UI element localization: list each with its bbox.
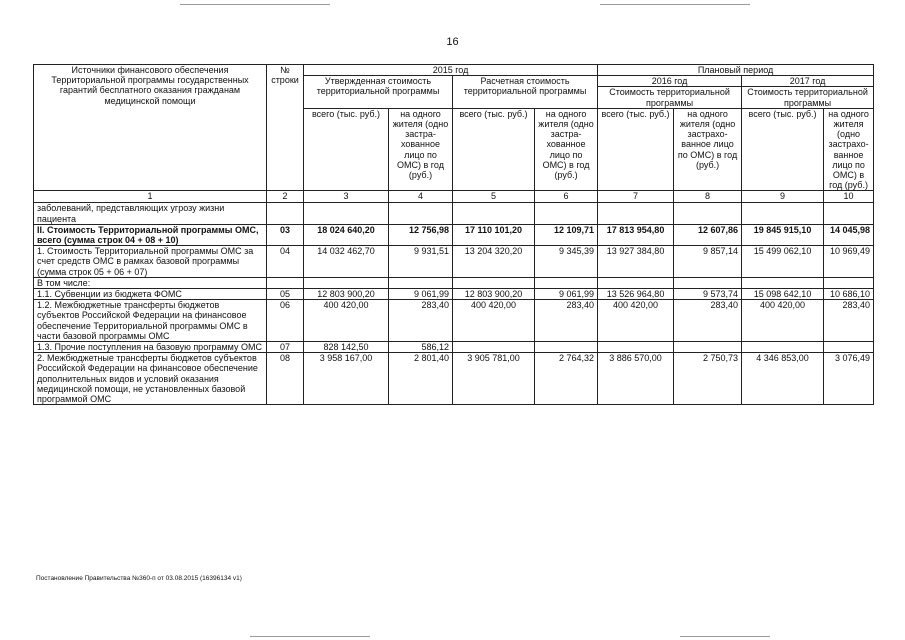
total-value-cell: 15 098 642,10: [742, 289, 824, 300]
total-value-cell: [453, 203, 535, 224]
total-value-cell: 13 526 964,80: [598, 289, 674, 300]
per-resident-value-cell: 2 750,73: [674, 353, 742, 405]
total-header: всего (тыс. руб.): [742, 108, 824, 191]
per-resident-value-cell: [824, 203, 874, 224]
year-2015-header: 2015 год: [304, 65, 598, 76]
table-row: [34, 300, 874, 342]
total-value-cell: 828 142,50: [304, 342, 389, 353]
col-number: 10: [824, 191, 874, 203]
total-value-cell: [453, 277, 535, 288]
per-resident-value-cell: 283,40: [674, 300, 742, 342]
per-resident-value-cell: 9 573,74: [674, 289, 742, 300]
per-resident-value-cell: 12 109,71: [535, 224, 598, 245]
total-value-cell: 400 420,00: [742, 300, 824, 342]
row-code: 05: [267, 289, 304, 300]
bottom-rule-left: [250, 636, 370, 637]
row-num-header: № строки: [267, 65, 304, 191]
per-resident-value-cell: 14 045,98: [824, 224, 874, 245]
financing-table: [33, 64, 874, 405]
per-resident-value-cell: [674, 203, 742, 224]
col-number: 5: [453, 191, 535, 203]
per-resident-value-cell: [824, 342, 874, 353]
row-code: 04: [267, 246, 304, 278]
cost-2017-header: Стоимость территориальной программы: [742, 87, 874, 108]
total-header: всего (тыс. руб.): [598, 108, 674, 191]
per-resident-value-cell: 283,40: [824, 300, 874, 342]
col-number: 2: [267, 191, 304, 203]
document-footer: Постановление Правительства №360-п от 03.08.2015 (16396134 v1): [36, 575, 242, 582]
total-value-cell: 400 420,00: [598, 300, 674, 342]
per-resident-value-cell: 9 061,99: [535, 289, 598, 300]
total-value-cell: [304, 203, 389, 224]
row-label: 1. Стоимость Территориальной программы ОМС за счет средств ОМС в рамках базовой программы (сумма строк 05 + 06 + 07): [34, 246, 267, 278]
year-2017-header: 2017 год: [742, 76, 874, 87]
total-header: всего (тыс. руб.): [304, 108, 389, 191]
row-label: 1.2. Межбюджетные трансферты бюджетов субъектов Российской Федерации на финансовое обеспечение Территориальной программы ОМС в части базовой программы ОМС: [34, 300, 267, 342]
row-code: 03: [267, 224, 304, 245]
total-value-cell: 3 905 781,00: [453, 353, 535, 405]
per-resident-value-cell: 12 607,86: [674, 224, 742, 245]
total-value-cell: 17 813 954,80: [598, 224, 674, 245]
table-row: [34, 224, 874, 245]
per-resident-value-cell: [535, 277, 598, 288]
per-resident-header: на одного жителя (одно застра-хованное лицо по ОМС) в год (руб.): [389, 108, 453, 191]
total-value-cell: [742, 203, 824, 224]
row-label: В том числе:: [34, 277, 267, 288]
col-number: 4: [389, 191, 453, 203]
per-resident-header: на одного жителя (одно застрахо-ванное лицо по ОМС) в год (руб.): [824, 108, 874, 191]
col-number: 9: [742, 191, 824, 203]
col-number: 1: [34, 191, 267, 203]
total-value-cell: 12 803 900,20: [304, 289, 389, 300]
per-resident-value-cell: 3 076,49: [824, 353, 874, 405]
per-resident-value-cell: 9 857,14: [674, 246, 742, 278]
top-rule-left: [180, 4, 330, 5]
per-resident-value-cell: [535, 342, 598, 353]
table-row: [34, 246, 874, 278]
per-resident-value-cell: 2 801,40: [389, 353, 453, 405]
table-row: [34, 203, 874, 224]
total-value-cell: 13 927 384,80: [598, 246, 674, 278]
total-value-cell: [598, 277, 674, 288]
per-resident-value-cell: 12 756,98: [389, 224, 453, 245]
per-resident-value-cell: [389, 203, 453, 224]
per-resident-value-cell: 283,40: [535, 300, 598, 342]
per-resident-value-cell: [674, 277, 742, 288]
row-label: 2. Межбюджетные трансферты бюджетов субъектов Российской Федерации на финансовое обеспечение дополнительных видов и условий оказания медицинской помощи, не установленных базовой программой ОМС: [34, 353, 267, 405]
per-resident-value-cell: 9 061,99: [389, 289, 453, 300]
year-2016-header: 2016 год: [598, 76, 742, 87]
total-value-cell: 400 420,00: [304, 300, 389, 342]
plan-period-header: Плановый период: [598, 65, 874, 76]
row-label: 1.3. Прочие поступления на базовую программу ОМС: [34, 342, 267, 353]
total-value-cell: [742, 342, 824, 353]
total-value-cell: 19 845 915,10: [742, 224, 824, 245]
total-value-cell: [598, 342, 674, 353]
table-row: [34, 353, 874, 405]
per-resident-value-cell: [824, 277, 874, 288]
per-resident-value-cell: [535, 203, 598, 224]
per-resident-header: на одного жителя (одно застра-хованное лицо по ОМС) в год (руб.): [535, 108, 598, 191]
top-rule-right: [600, 4, 750, 5]
per-resident-value-cell: 10 969,49: [824, 246, 874, 278]
table-row: [34, 289, 874, 300]
total-value-cell: 15 499 062,10: [742, 246, 824, 278]
row-code: 08: [267, 353, 304, 405]
total-header: всего (тыс. руб.): [453, 108, 535, 191]
total-value-cell: [598, 203, 674, 224]
per-resident-value-cell: 10 686,10: [824, 289, 874, 300]
bottom-rule-right: [680, 636, 770, 637]
total-value-cell: 12 803 900,20: [453, 289, 535, 300]
total-value-cell: 400 420,00: [453, 300, 535, 342]
table-row: [34, 342, 874, 353]
per-resident-header: на одного жителя (одно застрахо-ванное лицо по ОМС) в год (руб.): [674, 108, 742, 191]
col-number: 6: [535, 191, 598, 203]
total-value-cell: 18 024 640,20: [304, 224, 389, 245]
row-label: II. Стоимость Территориальной программы ОМС, всего (сумма строк 04 + 08 + 10): [34, 224, 267, 245]
row-code: 06: [267, 300, 304, 342]
table-row: [34, 277, 874, 288]
per-resident-value-cell: [389, 277, 453, 288]
total-value-cell: 17 110 101,20: [453, 224, 535, 245]
row-label: заболеваний, представляющих угрозу жизни пациента: [34, 203, 267, 224]
per-resident-value-cell: 2 764,32: [535, 353, 598, 405]
per-resident-value-cell: 9 345,39: [535, 246, 598, 278]
per-resident-value-cell: 283,40: [389, 300, 453, 342]
calculated-cost-header: Расчетная стоимость территориальной программы: [453, 76, 598, 109]
total-value-cell: 3 958 167,00: [304, 353, 389, 405]
row-code: [267, 277, 304, 288]
col-number: 3: [304, 191, 389, 203]
total-value-cell: 4 346 853,00: [742, 353, 824, 405]
col-number: 7: [598, 191, 674, 203]
per-resident-value-cell: [674, 342, 742, 353]
per-resident-value-cell: 9 931,51: [389, 246, 453, 278]
total-value-cell: [742, 277, 824, 288]
header-row-1: [34, 65, 874, 76]
cost-2016-header: Стоимость территориальной программы: [598, 87, 742, 108]
page-number: 16: [446, 36, 459, 48]
total-value-cell: [304, 277, 389, 288]
total-value-cell: 14 032 462,70: [304, 246, 389, 278]
per-resident-value-cell: 586,12: [389, 342, 453, 353]
col-number: 8: [674, 191, 742, 203]
column-number-row: [34, 191, 874, 203]
total-value-cell: 3 886 570,00: [598, 353, 674, 405]
row-label: 1.1. Субвенции из бюджета ФОМС: [34, 289, 267, 300]
source-header: Источники финансового обеспечения Территориальной программы государственных гарантий бесплатного оказания гражданам медицинской помощи: [34, 65, 267, 191]
row-code: [267, 203, 304, 224]
total-value-cell: 13 204 320,20: [453, 246, 535, 278]
total-value-cell: [453, 342, 535, 353]
row-code: 07: [267, 342, 304, 353]
approved-cost-header: Утвержденная стоимость территориальной программы: [304, 76, 453, 109]
